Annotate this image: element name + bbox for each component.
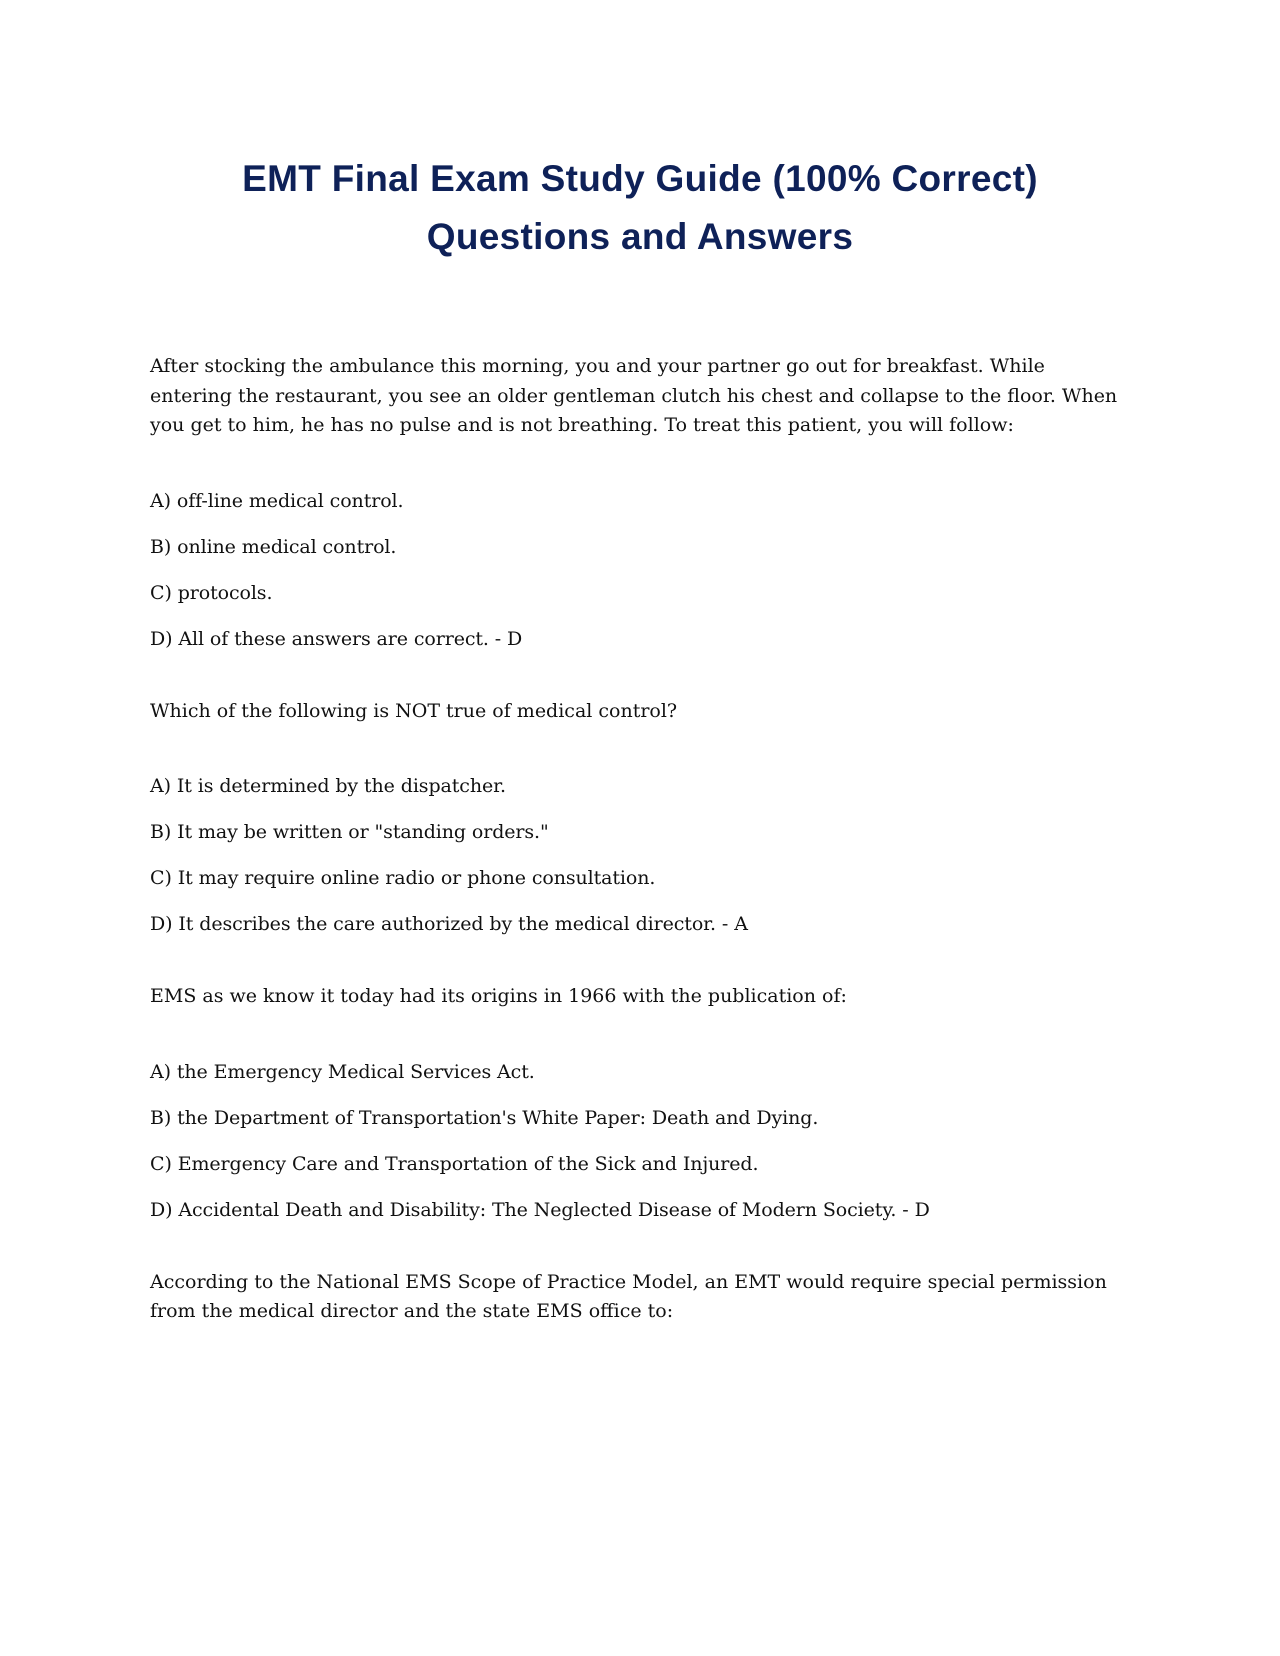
answer-option-a: A) It is determined by the dispatcher. <box>150 775 506 797</box>
question-text: EMS as we know it today had its origins in 1966 with the publication of: <box>150 985 847 1007</box>
title-line-2: Questions and Answers <box>426 216 854 257</box>
question-block-1 <box>150 352 1130 654</box>
question-block-3 <box>150 982 1130 1225</box>
answer-option-c: C) protocols. <box>150 581 273 604</box>
question-block-4 <box>150 1268 1130 1327</box>
answer-option-c: C) It may require online radio or phone consultation. <box>150 867 656 889</box>
question-block-2 <box>150 697 1130 940</box>
answer-option-a: A) off-line medical control. <box>150 489 404 512</box>
title-line-1: EMT Final Exam Study Guide (100% Correct) <box>242 158 1038 199</box>
question-text: After stocking the ambulance this morning, you and your partner go out for breakfast. While entering the restaurant, you see an older gentleman clutch his chest and collapse to the floor. When you get to him, he has no pulse and is not breathing. To treat this patient, you will follow: <box>150 355 1118 436</box>
answer-option-d: D) It describes the care authorized by the medical director. - A <box>150 913 748 935</box>
answer-options <box>150 486 1130 654</box>
question-text: According to the National EMS Scope of Practice Model, an EMT would require special permission from the medical director and the state EMS office to: <box>150 1270 1107 1322</box>
question-text: Which of the following is NOT true of medical control? <box>150 699 678 722</box>
document-title <box>120 150 1160 266</box>
answer-option-c: C) Emergency Care and Transportation of the Sick and Injured. <box>150 1152 759 1175</box>
answer-options <box>150 771 1130 939</box>
answer-option-b: B) the Department of Transportation's White Paper: Death and Dying. <box>150 1106 819 1129</box>
document-body <box>150 352 1130 1370</box>
answer-option-a: A) the Emergency Medical Services Act. <box>150 1060 535 1083</box>
answer-option-b: B) online medical control. <box>150 535 397 558</box>
answer-option-d: D) All of these answers are correct. - D <box>150 627 523 650</box>
answer-option-d: D) Accidental Death and Disability: The Neglected Disease of Modern Society. - D <box>150 1198 930 1221</box>
answer-option-b: B) It may be written or "standing orders." <box>150 821 549 843</box>
answer-options <box>150 1057 1130 1225</box>
